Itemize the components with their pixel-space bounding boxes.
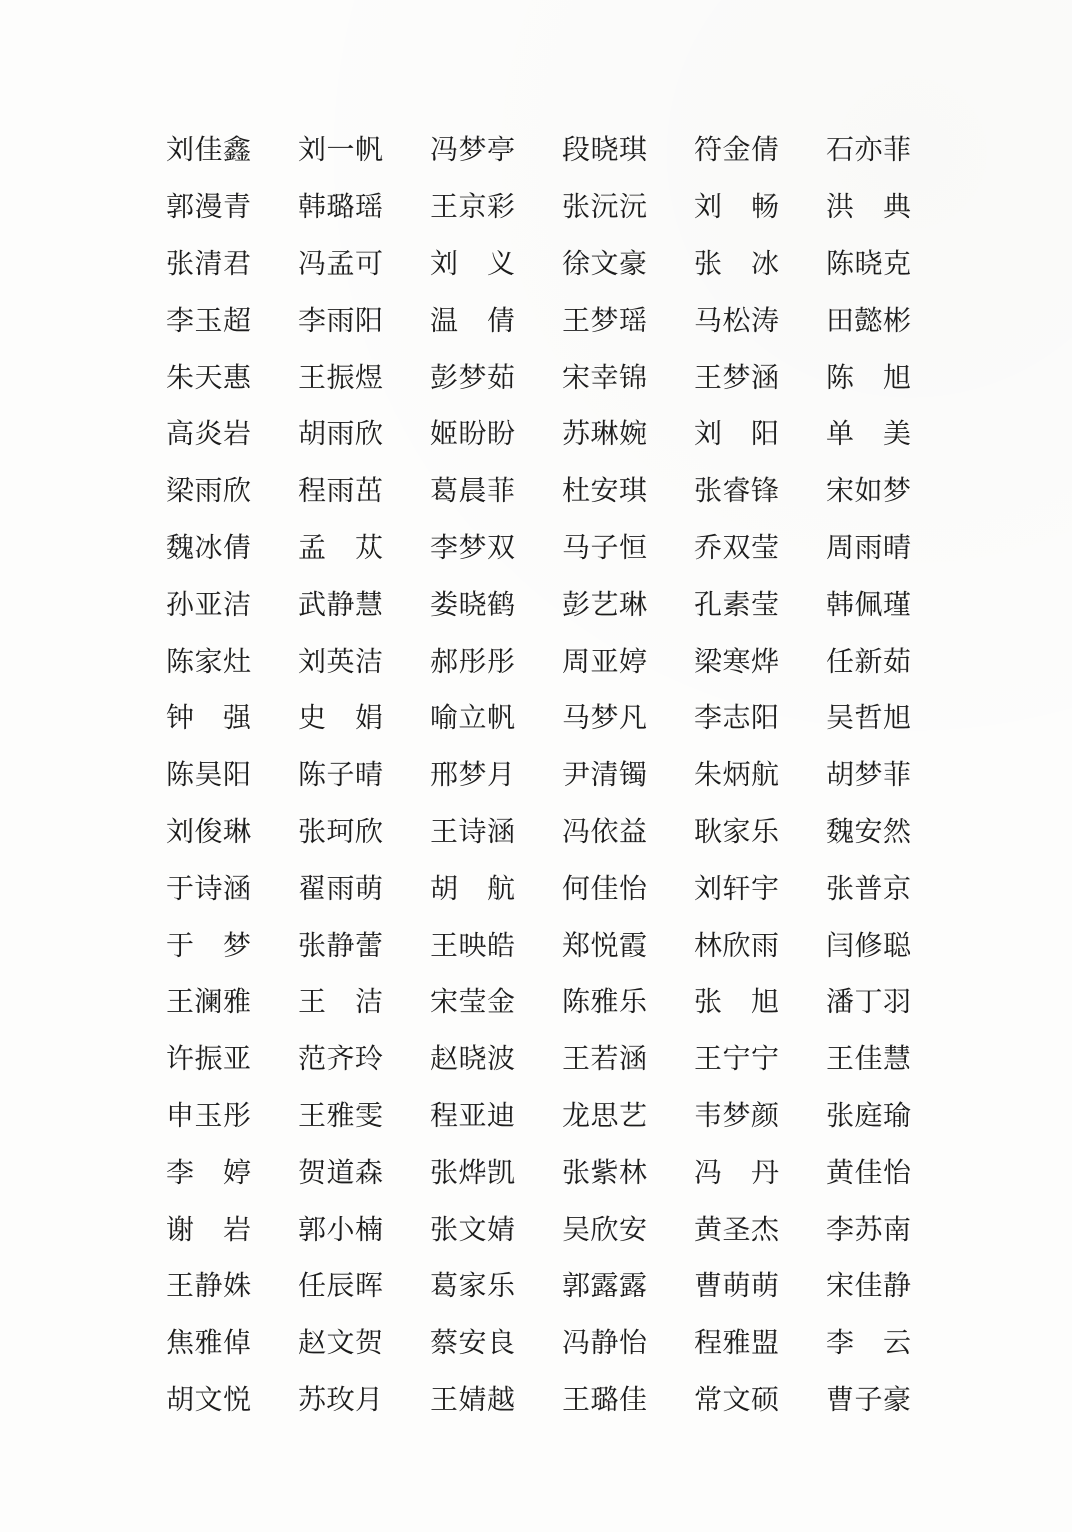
name-cell: 冯孟可 — [298, 248, 384, 280]
name-cell: 王诗涵 — [430, 816, 516, 848]
name-cell: 黄圣杰 — [694, 1214, 780, 1246]
name-cell: 刘 义 — [430, 248, 516, 280]
name-cell: 周亚婷 — [562, 646, 648, 678]
name-cell: 孔素莹 — [694, 589, 780, 621]
name-cell: 于 梦 — [166, 930, 252, 962]
name-cell: 彭艺琳 — [562, 589, 648, 621]
name-cell: 王梦涵 — [694, 362, 780, 394]
name-cell: 张烨凯 — [430, 1157, 516, 1189]
name-cell: 洪 典 — [826, 192, 912, 224]
name-cell: 张沅沅 — [562, 192, 648, 224]
name-cell: 陈昊阳 — [166, 760, 252, 792]
name-cell: 曹萌萌 — [694, 1271, 780, 1303]
name-cell: 刘一帆 — [298, 135, 384, 167]
name-cell: 冯依益 — [562, 816, 648, 848]
name-cell: 任辰晖 — [298, 1271, 384, 1303]
name-cell: 冯静怡 — [562, 1328, 648, 1360]
name-cell: 蔡安良 — [430, 1328, 516, 1360]
name-cell: 张普京 — [826, 873, 912, 905]
name-cell: 尹清镯 — [562, 760, 648, 792]
name-cell: 王静姝 — [166, 1271, 252, 1303]
name-cell: 王澜雅 — [166, 987, 252, 1019]
name-cell: 姬盼盼 — [430, 419, 516, 451]
name-cell: 石亦菲 — [826, 135, 912, 167]
name-cell: 张珂欣 — [298, 816, 384, 848]
name-cell: 李 婷 — [166, 1157, 252, 1189]
name-cell: 乔双莹 — [694, 532, 780, 564]
name-cell: 郭小楠 — [298, 1214, 384, 1246]
name-cell: 梁雨欣 — [166, 476, 252, 508]
name-cell: 张 冰 — [694, 248, 780, 280]
name-cell: 胡梦菲 — [826, 760, 912, 792]
name-cell: 段晓琪 — [562, 135, 648, 167]
name-cell: 程雨茁 — [298, 476, 384, 508]
name-cell: 冯梦亭 — [430, 135, 516, 167]
name-cell: 刘轩宇 — [694, 873, 780, 905]
name-cell: 孙亚洁 — [166, 589, 252, 621]
name-cell: 马松涛 — [694, 305, 780, 337]
name-cell: 王佳慧 — [826, 1044, 912, 1076]
name-cell: 李玉超 — [166, 305, 252, 337]
name-cell: 彭梦茹 — [430, 362, 516, 394]
name-cell: 魏安然 — [826, 816, 912, 848]
name-cell: 朱炳航 — [694, 760, 780, 792]
name-cell: 武静慧 — [298, 589, 384, 621]
name-cell: 许振亚 — [166, 1044, 252, 1076]
name-cell: 申玉彤 — [166, 1100, 252, 1132]
name-cell: 王若涵 — [562, 1044, 648, 1076]
name-cell: 高炎岩 — [166, 419, 252, 451]
name-cell: 程雅盟 — [694, 1328, 780, 1360]
name-cell: 李 云 — [826, 1328, 912, 1360]
name-cell: 张静蕾 — [298, 930, 384, 962]
name-cell: 喻立帆 — [430, 703, 516, 735]
name-cell: 田懿彬 — [826, 305, 912, 337]
name-cell: 刘 阳 — [694, 419, 780, 451]
name-cell: 钟 强 — [166, 703, 252, 735]
name-cell: 闫修聪 — [826, 930, 912, 962]
name-cell: 宋如梦 — [826, 476, 912, 508]
name-cell: 孟 苁 — [298, 532, 384, 564]
name-cell: 宋幸锦 — [562, 362, 648, 394]
name-cell: 贺道森 — [298, 1157, 384, 1189]
name-cell: 马梦凡 — [562, 703, 648, 735]
name-cell: 郑悦霞 — [562, 930, 648, 962]
name-cell: 王婧越 — [430, 1384, 516, 1416]
name-cell: 王宁宁 — [694, 1044, 780, 1076]
name-cell: 符金倩 — [694, 135, 780, 167]
name-cell: 谢 岩 — [166, 1214, 252, 1246]
name-cell: 于诗涵 — [166, 873, 252, 905]
name-cell: 林欣雨 — [694, 930, 780, 962]
name-cell: 耿家乐 — [694, 816, 780, 848]
name-cell: 葛家乐 — [430, 1271, 516, 1303]
name-cell: 刘佳鑫 — [166, 135, 252, 167]
name-cell: 吴欣安 — [562, 1214, 648, 1246]
name-cell: 郭露露 — [562, 1271, 648, 1303]
name-grid — [166, 120, 958, 1426]
name-cell: 郭漫青 — [166, 192, 252, 224]
name-cell: 葛晨菲 — [430, 476, 516, 508]
name-cell: 张紫林 — [562, 1157, 648, 1189]
name-cell: 王映皓 — [430, 930, 516, 962]
name-cell: 陈家灶 — [166, 646, 252, 678]
name-cell: 宋佳静 — [826, 1271, 912, 1303]
name-cell: 范齐玲 — [298, 1044, 384, 1076]
name-cell: 娄晓鹤 — [430, 589, 516, 621]
name-cell: 张 旭 — [694, 987, 780, 1019]
name-cell: 刘 畅 — [694, 192, 780, 224]
name-cell: 苏琳婉 — [562, 419, 648, 451]
name-cell: 李梦双 — [430, 532, 516, 564]
name-cell: 赵晓波 — [430, 1044, 516, 1076]
name-cell: 程亚迪 — [430, 1100, 516, 1132]
name-cell: 刘英洁 — [298, 646, 384, 678]
name-cell: 吴哲旭 — [826, 703, 912, 735]
name-cell: 陈雅乐 — [562, 987, 648, 1019]
name-cell: 王梦瑶 — [562, 305, 648, 337]
name-cell: 龙思艺 — [562, 1100, 648, 1132]
name-cell: 韩璐瑶 — [298, 192, 384, 224]
name-cell: 李苏南 — [826, 1214, 912, 1246]
name-cell: 胡 航 — [430, 873, 516, 905]
name-cell: 魏冰倩 — [166, 532, 252, 564]
name-cell: 黄佳怡 — [826, 1157, 912, 1189]
name-cell: 胡文悦 — [166, 1384, 252, 1416]
name-cell: 马子恒 — [562, 532, 648, 564]
name-cell: 冯 丹 — [694, 1157, 780, 1189]
name-cell: 赵文贺 — [298, 1328, 384, 1360]
name-cell: 陈 旭 — [826, 362, 912, 394]
name-cell: 曹子豪 — [826, 1384, 912, 1416]
name-cell: 陈子晴 — [298, 760, 384, 792]
name-cell: 王 洁 — [298, 987, 384, 1019]
name-cell: 温 倩 — [430, 305, 516, 337]
name-cell: 宋莹金 — [430, 987, 516, 1019]
name-cell: 郝彤彤 — [430, 646, 516, 678]
name-cell: 史 娟 — [298, 703, 384, 735]
name-cell: 李志阳 — [694, 703, 780, 735]
name-cell: 任新茹 — [826, 646, 912, 678]
name-cell: 张清君 — [166, 248, 252, 280]
name-cell: 王璐佳 — [562, 1384, 648, 1416]
name-cell: 胡雨欣 — [298, 419, 384, 451]
name-cell: 陈晓克 — [826, 248, 912, 280]
name-cell: 何佳怡 — [562, 873, 648, 905]
name-cell: 邢梦月 — [430, 760, 516, 792]
name-cell: 杜安琪 — [562, 476, 648, 508]
name-cell: 焦雅倬 — [166, 1328, 252, 1360]
name-cell: 梁寒烨 — [694, 646, 780, 678]
name-cell: 徐文豪 — [562, 248, 648, 280]
name-cell: 张庭瑜 — [826, 1100, 912, 1132]
name-cell: 王振煜 — [298, 362, 384, 394]
name-cell: 张睿锋 — [694, 476, 780, 508]
name-cell: 周雨晴 — [826, 532, 912, 564]
name-cell: 朱天惠 — [166, 362, 252, 394]
name-cell: 翟雨萌 — [298, 873, 384, 905]
name-cell: 王雅雯 — [298, 1100, 384, 1132]
name-cell: 常文硕 — [694, 1384, 780, 1416]
name-cell: 刘俊琳 — [166, 816, 252, 848]
name-cell: 张文婧 — [430, 1214, 516, 1246]
name-cell: 韦梦颜 — [694, 1100, 780, 1132]
name-cell: 王京彩 — [430, 192, 516, 224]
name-cell: 单 美 — [826, 419, 912, 451]
name-cell: 韩佩瑾 — [826, 589, 912, 621]
name-cell: 苏玫月 — [298, 1384, 384, 1416]
name-cell: 潘丁羽 — [826, 987, 912, 1019]
name-cell: 李雨阳 — [298, 305, 384, 337]
